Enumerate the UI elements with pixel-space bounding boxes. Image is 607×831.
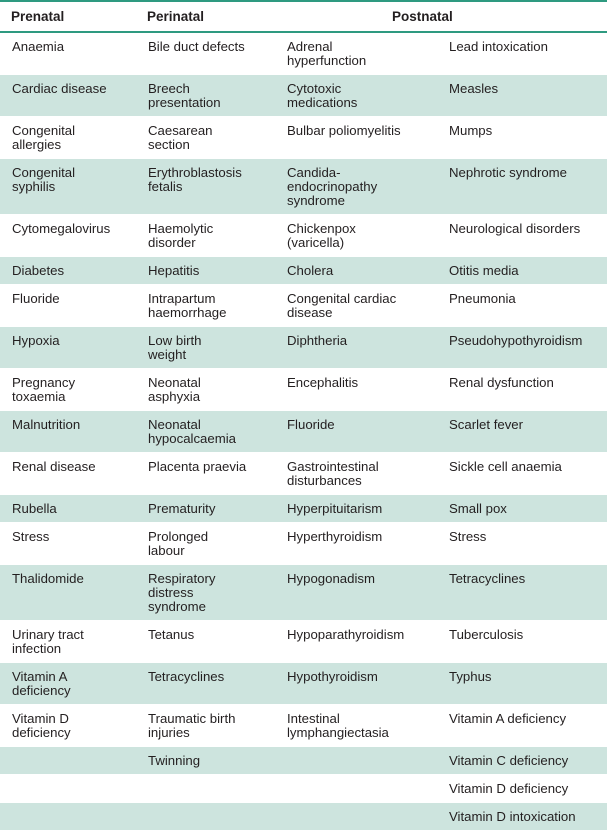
header-postnatal: Postnatal (275, 2, 607, 32)
cell-perinatal: Respiratory distress syndrome (136, 564, 275, 620)
cell-post2: Tetracyclines (437, 564, 607, 620)
cell-perinatal: Low birth weight (136, 326, 275, 368)
cell-prenatal: Cardiac disease (0, 74, 136, 116)
cell-post2: Vitamin D deficiency (437, 774, 607, 802)
cell-prenatal: Cytomegalovirus (0, 214, 136, 256)
cell-prenatal: Thalidomide (0, 564, 136, 620)
header-row (0, 2, 607, 32)
cell-prenatal: Diabetes (0, 256, 136, 284)
cell-prenatal: Urinary tract infection (0, 620, 136, 662)
table-row (0, 522, 607, 564)
table-row (0, 662, 607, 704)
cell-post2: Neurological disorders (437, 214, 607, 256)
table-row (0, 620, 607, 662)
cell-prenatal (0, 802, 136, 830)
table-row (0, 32, 607, 74)
cell-perinatal: Tetanus (136, 620, 275, 662)
cell-post2: Measles (437, 74, 607, 116)
cell-post1: Fluoride (275, 410, 437, 452)
table-body (0, 32, 607, 830)
cell-post1 (275, 802, 437, 830)
table-row (0, 494, 607, 522)
table-row (0, 452, 607, 494)
cell-post1: Congenital cardiac disease (275, 284, 437, 326)
cell-post1: Hypothyroidism (275, 662, 437, 704)
cell-prenatal: Stress (0, 522, 136, 564)
header-prenatal: Prenatal (0, 2, 136, 32)
cell-perinatal (136, 802, 275, 830)
cell-prenatal: Pregnancy toxaemia (0, 368, 136, 410)
table-row (0, 326, 607, 368)
cell-perinatal: Traumatic birth injuries (136, 704, 275, 746)
cell-post1: Chickenpox (varicella) (275, 214, 437, 256)
table-row (0, 284, 607, 326)
cell-post1: Adrenal hyperfunction (275, 32, 437, 74)
cell-perinatal: Prolonged labour (136, 522, 275, 564)
cell-post1 (275, 774, 437, 802)
cell-post1: Diphtheria (275, 326, 437, 368)
cell-post1: Cholera (275, 256, 437, 284)
cell-post1: Intestinal lymphangiectasia (275, 704, 437, 746)
cell-prenatal: Rubella (0, 494, 136, 522)
table-row (0, 116, 607, 158)
cell-prenatal: Vitamin D deficiency (0, 704, 136, 746)
cell-post2: Vitamin C deficiency (437, 746, 607, 774)
table-row (0, 368, 607, 410)
cell-post2: Lead intoxication (437, 32, 607, 74)
cell-post1: Encephalitis (275, 368, 437, 410)
cell-post2: Stress (437, 522, 607, 564)
cell-perinatal: Caesarean section (136, 116, 275, 158)
cell-perinatal: Neonatal hypocalcaemia (136, 410, 275, 452)
cell-post1 (275, 746, 437, 774)
cell-perinatal: Haemolytic disorder (136, 214, 275, 256)
cell-prenatal: Fluoride (0, 284, 136, 326)
cell-perinatal: Breech presentation (136, 74, 275, 116)
table-row (0, 704, 607, 746)
cell-post2: Scarlet fever (437, 410, 607, 452)
cell-perinatal (136, 774, 275, 802)
cell-post2: Tuberculosis (437, 620, 607, 662)
cell-post2: Pseudohypothyroidism (437, 326, 607, 368)
cell-post1: Candida- endocrinopathy syndrome (275, 158, 437, 214)
cell-post2: Mumps (437, 116, 607, 158)
cell-post1: Hypoparathyroidism (275, 620, 437, 662)
cell-prenatal: Congenital syphilis (0, 158, 136, 214)
cell-post2: Typhus (437, 662, 607, 704)
cell-post1: Hyperthyroidism (275, 522, 437, 564)
table-row (0, 158, 607, 214)
table-row (0, 774, 607, 802)
cell-perinatal: Neonatal asphyxia (136, 368, 275, 410)
cell-prenatal: Anaemia (0, 32, 136, 74)
table-row (0, 256, 607, 284)
cell-post1: Cytotoxic medications (275, 74, 437, 116)
cell-prenatal (0, 774, 136, 802)
cell-perinatal: Bile duct defects (136, 32, 275, 74)
cell-perinatal: Intrapartum haemorrhage (136, 284, 275, 326)
cell-post1: Bulbar poliomyelitis (275, 116, 437, 158)
cell-prenatal (0, 746, 136, 774)
cell-post2: Otitis media (437, 256, 607, 284)
table-row (0, 410, 607, 452)
table-row (0, 74, 607, 116)
cell-prenatal: Malnutrition (0, 410, 136, 452)
cell-perinatal: Erythroblastosis fetalis (136, 158, 275, 214)
cell-post1: Gastrointestinal disturbances (275, 452, 437, 494)
cell-post2: Pneumonia (437, 284, 607, 326)
cell-post1: Hyperpituitarism (275, 494, 437, 522)
cell-prenatal: Renal disease (0, 452, 136, 494)
cell-post2: Vitamin A deficiency (437, 704, 607, 746)
cell-prenatal: Vitamin A deficiency (0, 662, 136, 704)
cell-perinatal: Hepatitis (136, 256, 275, 284)
table-row (0, 564, 607, 620)
cell-post2: Small pox (437, 494, 607, 522)
cell-post2: Renal dysfunction (437, 368, 607, 410)
cell-post2: Nephrotic syndrome (437, 158, 607, 214)
cell-perinatal: Tetracyclines (136, 662, 275, 704)
cell-perinatal: Twinning (136, 746, 275, 774)
causes-table (0, 2, 607, 831)
cell-post2: Vitamin D intoxication (437, 802, 607, 830)
table-row (0, 746, 607, 774)
table-row (0, 214, 607, 256)
header-perinatal: Perinatal (136, 2, 275, 32)
cell-perinatal: Placenta praevia (136, 452, 275, 494)
cell-post1: Hypogonadism (275, 564, 437, 620)
table-row (0, 802, 607, 830)
cell-prenatal: Congenital allergies (0, 116, 136, 158)
cell-prenatal: Hypoxia (0, 326, 136, 368)
cell-perinatal: Prematurity (136, 494, 275, 522)
cell-post2: Sickle cell anaemia (437, 452, 607, 494)
